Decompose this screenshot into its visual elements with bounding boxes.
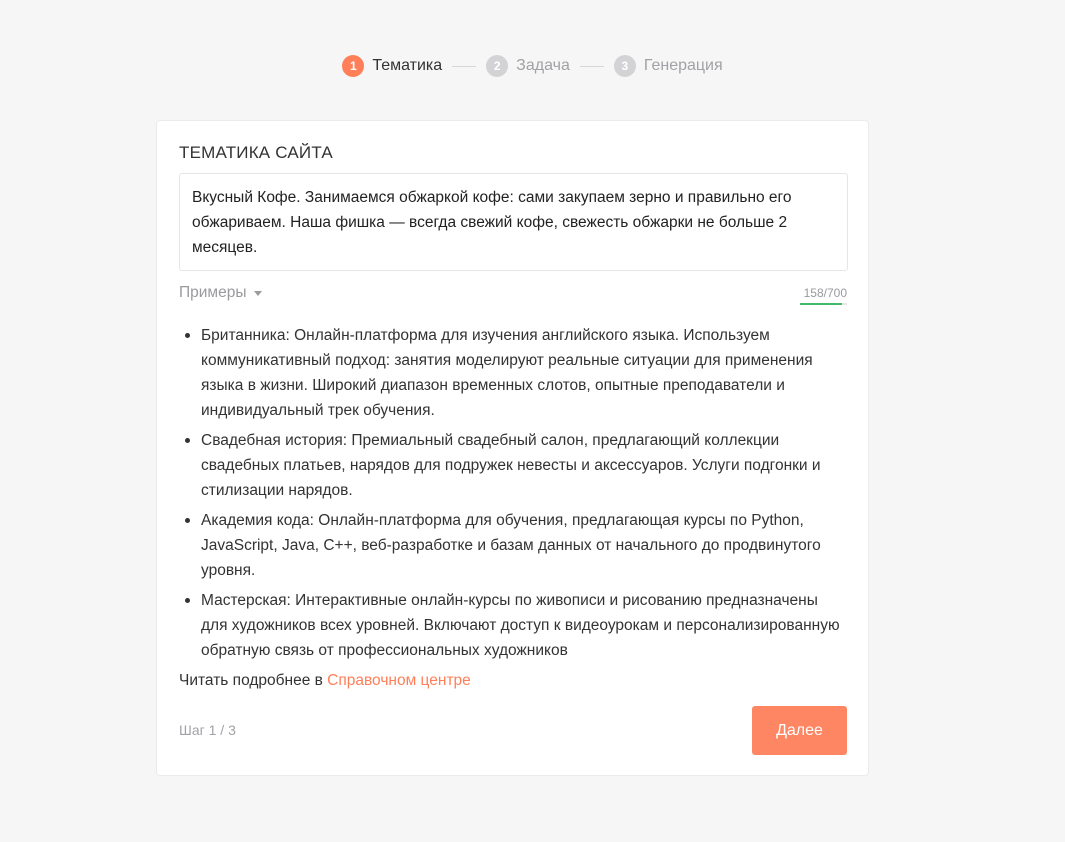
example-item[interactable] [179, 323, 848, 423]
topic-card [156, 120, 869, 776]
caret-down-icon [254, 291, 262, 296]
step-label: Тематика [372, 57, 443, 74]
bullet-icon [185, 598, 190, 603]
character-counter-fill [800, 303, 842, 305]
example-text: Британника: Онлайн-платформа для изучения английского языка. Используем коммуникативный подход: занятия моделируют реальные ситуации для применения языка в жизни. Широкий диапазон временных слотов, опытные преподаватели и индивидуальный трек обучения. [201, 327, 813, 419]
bullet-icon [185, 518, 190, 523]
example-text: Мастерская: Интерактивные онлайн-курсы по живописи и рисованию предназначены для художников всех уровней. Включают доступ к видеоурокам и персонализированную обратную связь от профессиональных художников [201, 592, 840, 659]
help-center-note [179, 672, 471, 690]
step-label: Задача [516, 57, 570, 74]
examples-list [179, 323, 848, 668]
topic-textarea[interactable]: Вкусный Кофе. Занимаемся обжаркой кофе: сами закупаем зерно и правильно его обжариваем. Наша фишка — всегда свежий кофе, свежесть обжарки не больше 2 месяцев. [179, 173, 848, 271]
example-text: Свадебная история: Премиальный свадебный салон, предлагающий коллекции свадебных платьев, нарядов для подружек невесты и аксессуаров. Услуги подгонки и стилизации нарядов. [201, 432, 821, 499]
example-item[interactable] [179, 428, 848, 503]
character-counter-bar [800, 303, 847, 305]
step-number: 3 [614, 55, 636, 77]
step-separator [452, 66, 476, 67]
example-text: Академия кода: Онлайн-платформа для обучения, предлагающая курсы по Python, JavaScript, Java, C++, веб-разработке и базам данных от начального до продвинутого уровня. [201, 512, 821, 579]
step-number: 1 [342, 55, 364, 77]
step-1[interactable] [342, 55, 442, 77]
bullet-icon [185, 333, 190, 338]
step-label: Генерация [643, 57, 723, 74]
example-item[interactable] [179, 508, 848, 583]
examples-dropdown[interactable] [179, 284, 262, 302]
example-item[interactable] [179, 588, 848, 663]
step-count: Шаг 1 / 3 [179, 722, 236, 738]
help-center-link[interactable]: Справочном центре [327, 672, 471, 689]
step-2[interactable] [486, 55, 570, 77]
character-counter: 158/700 [803, 286, 847, 300]
stepper [0, 54, 1065, 78]
card-title: ТЕМАТИКА САЙТА [179, 143, 333, 162]
step-number: 2 [486, 55, 508, 77]
examples-label: Примеры [179, 284, 247, 301]
step-separator [580, 66, 604, 67]
help-center-prefix: Читать подробнее в [179, 672, 328, 689]
bullet-icon [185, 438, 190, 443]
step-3[interactable] [614, 55, 723, 77]
next-button[interactable]: Далее [752, 706, 847, 755]
